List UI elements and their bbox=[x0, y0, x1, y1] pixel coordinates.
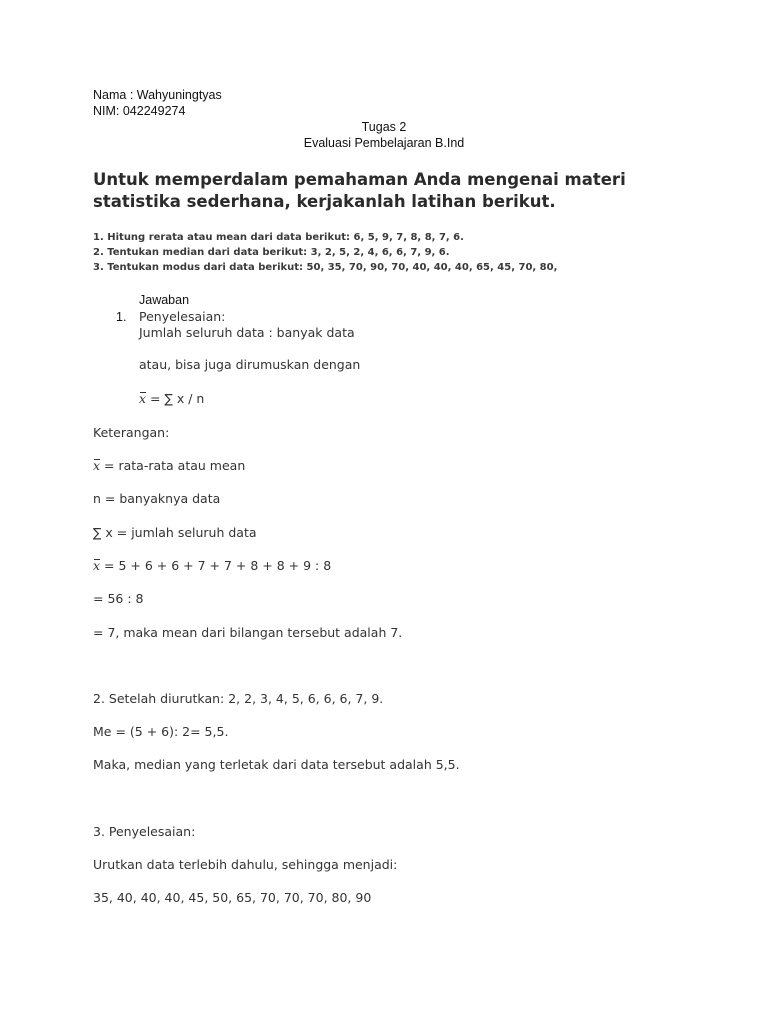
solution-3-line-1: 3. Penyelesaian: bbox=[93, 824, 196, 839]
solution-2-line-1: 2. Setelah diurutkan: 2, 2, 3, 4, 5, 6, 6, 6, 7, 9. bbox=[93, 691, 384, 706]
x-bar-symbol: x bbox=[139, 391, 147, 406]
student-nim: NIM: 042249274 bbox=[93, 104, 186, 118]
question-2: 2. Tentukan median dari data berikut: 3, 2, 5, 2, 4, 6, 6, 7, 9, 6. bbox=[93, 247, 450, 258]
definition-sum: ∑ x = jumlah seluruh data bbox=[93, 525, 257, 540]
question-1: 1. Hitung rerata atau mean dari data berikut: 6, 5, 9, 7, 8, 8, 7, 6. bbox=[93, 232, 464, 243]
solution-3-line-3: 35, 40, 40, 40, 45, 50, 65, 70, 70, 70, 80, 90 bbox=[93, 890, 372, 905]
solution-1-line-2: atau, bisa juga dirumuskan dengan bbox=[139, 357, 361, 372]
mean-formula bbox=[139, 391, 204, 406]
solution-2-line-2: Me = (5 + 6): 2= 5,5. bbox=[93, 724, 229, 739]
student-name: Nama : Wahyuningtyas bbox=[93, 88, 222, 102]
task-title: Tugas 2 bbox=[361, 120, 407, 134]
answer-number: 1. bbox=[116, 310, 127, 324]
answer-label: Jawaban bbox=[139, 293, 190, 307]
question-3: 3. Tentukan modus dari data berikut: 50, 35, 70, 90, 70, 40, 40, 40, 65, 45, 70, 80, bbox=[93, 262, 558, 273]
calculation-line-1 bbox=[93, 558, 331, 573]
solution-2-line-3: Maka, median yang terletak dari data tersebut adalah 5,5. bbox=[93, 757, 460, 772]
solution-3-line-2: Urutkan data terlebih dahulu, sehingga menjadi: bbox=[93, 857, 398, 872]
x-bar-symbol: x bbox=[93, 558, 101, 573]
instruction-heading: Untuk memperdalam pemahaman Anda mengenai materi statistika sederhana, kerjakanlah latihan berikut. bbox=[93, 170, 626, 211]
solution-1-title: Penyelesaian: bbox=[139, 309, 226, 324]
calculation-line-3: = 7, maka mean dari bilangan tersebut adalah 7. bbox=[93, 625, 403, 640]
calculation-line-2: = 56 : 8 bbox=[93, 591, 144, 606]
definition-mean-text: = rata-rata atau mean bbox=[100, 458, 246, 473]
solution-1-line-1: Jumlah seluruh data : banyak data bbox=[139, 325, 355, 340]
definition-mean bbox=[93, 458, 245, 473]
course-title: Evaluasi Pembelajaran B.Ind bbox=[303, 136, 465, 150]
keterangan-label: Keterangan: bbox=[93, 425, 170, 440]
calculation-line-1-text: = 5 + 6 + 6 + 7 + 7 + 8 + 8 + 9 : 8 bbox=[100, 558, 332, 573]
x-bar-symbol: x bbox=[93, 458, 101, 473]
definition-n: n = banyaknya data bbox=[93, 491, 221, 506]
mean-formula-text: = ∑ x / n bbox=[146, 391, 205, 406]
